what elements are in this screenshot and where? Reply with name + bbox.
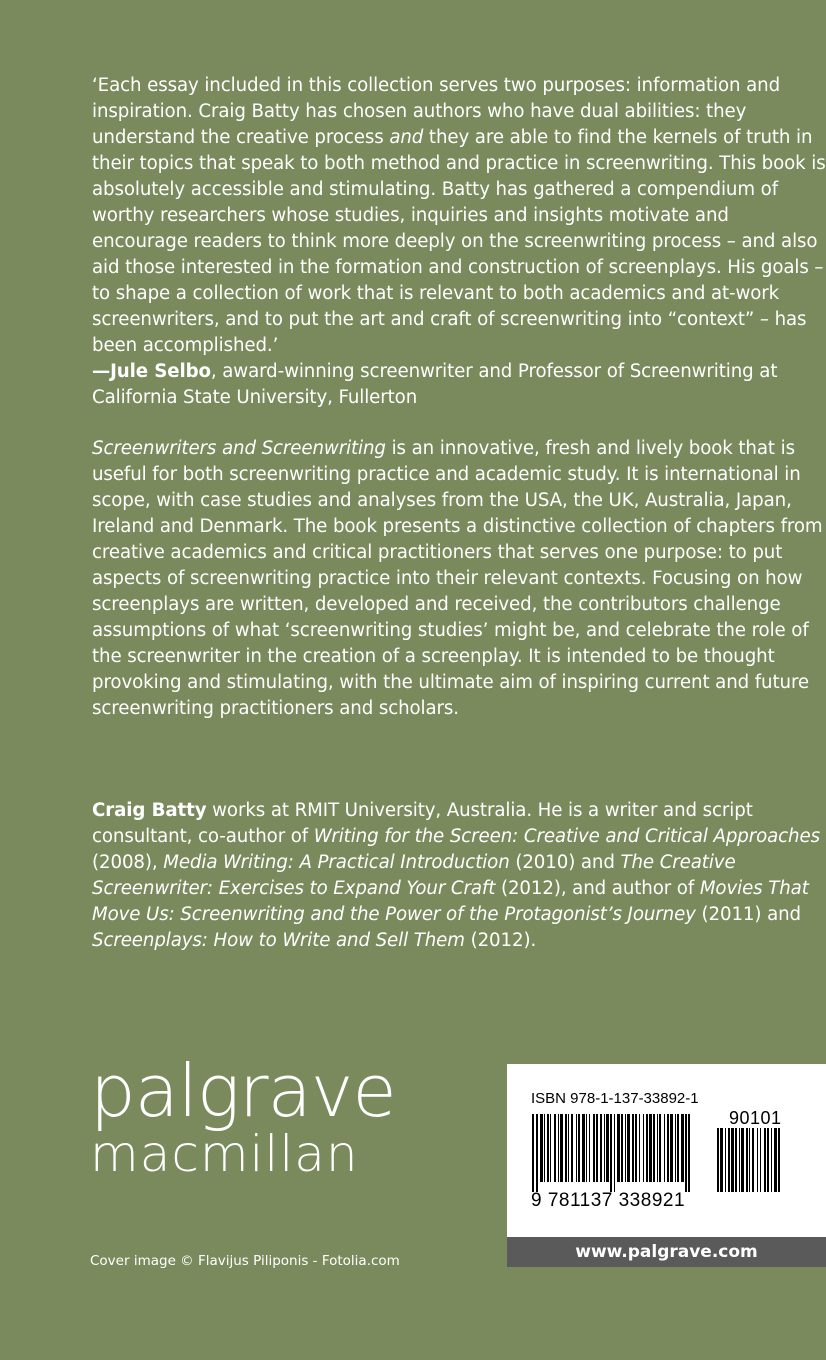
barcode-bar: [632, 1114, 634, 1182]
addon-barcode: [717, 1128, 805, 1192]
barcode-bar: [681, 1114, 684, 1182]
ean-digits: 9 781137 338921: [531, 1190, 686, 1211]
barcode-bar: [739, 1128, 740, 1192]
bio-book-title: The Creative Screenwriter: Exercises to Expand Your Craft: [92, 852, 736, 899]
barcode-bar: [540, 1114, 543, 1182]
barcode-bar: [657, 1114, 658, 1182]
book-description: [92, 436, 826, 722]
addon-digits: 90101: [729, 1108, 782, 1128]
barcode-bar: [649, 1114, 652, 1182]
barcode-bar: [536, 1114, 538, 1192]
barcode-bar: [778, 1128, 780, 1192]
publisher-url: www.palgrave.com: [507, 1237, 826, 1267]
barcode-bar: [596, 1114, 598, 1182]
barcode-bar: [610, 1114, 612, 1192]
barcode-bar: [554, 1114, 556, 1182]
barcode-bar: [664, 1114, 665, 1182]
barcode-bar: [774, 1128, 777, 1192]
barcode-bar: [735, 1128, 737, 1192]
barcode-bar: [582, 1114, 585, 1182]
barcode-bar: [578, 1114, 580, 1182]
barcode-bar: [764, 1128, 766, 1192]
barcode-bar: [606, 1114, 609, 1182]
isbn-text: ISBN 978-1-137-33892-1: [531, 1090, 699, 1107]
barcode-bar: [560, 1114, 563, 1182]
publisher-logo: [90, 1049, 396, 1183]
barcode-bar: [752, 1128, 754, 1192]
barcode-bar: [593, 1114, 595, 1182]
quote-text-1: ‘Each essay included in this collection serves two purposes: information and inspiration. Craig Batty has chosen authors who have dual abilities: they understand the creative process: [92, 75, 781, 148]
barcode-bar: [621, 1114, 623, 1182]
barcode-bar: [617, 1114, 620, 1182]
bio-book-title: Screenplays: How to Write and Sell Them: [92, 930, 465, 951]
barcode-bar: [604, 1114, 605, 1182]
barcode-bar: [568, 1114, 569, 1182]
barcode-bar: [639, 1114, 640, 1182]
barcode-bar: [550, 1114, 551, 1182]
cover-image-credit: Cover image © Flavijus Piliponis - Fotolia.com: [90, 1253, 400, 1269]
barcode-bar: [746, 1128, 748, 1192]
ean-barcode: [532, 1114, 712, 1192]
logo-line-macmillan: macmillan: [90, 1125, 359, 1183]
barcode-bar: [659, 1114, 661, 1182]
barcode-bar: [643, 1114, 644, 1182]
barcode-bar: [600, 1114, 602, 1182]
bio-text: (2012).: [464, 930, 537, 951]
barcode-bar: [635, 1114, 637, 1182]
quote-text-2: they are able to find the kernels of truth in their topics that speak to both method and practice in screenwriting. This book is absolutely accessible and stimulating. Batty has gathered a compendium of worthy researchers whose studies, inquiries and insights motivate and encourage readers to think more deeply on the screenwriting process – and also aid those interested in the formation and construction of screenplays. His goals – to shape a collection of work that is relevant to both academics and at-work screenwriters, and to put the art and craft of screenwriting into “context” – has been accomplished.’: [92, 127, 826, 356]
barcode-bar: [675, 1114, 676, 1182]
barcode-bar: [544, 1114, 545, 1182]
barcode-bar: [667, 1114, 669, 1182]
barcode-bar: [653, 1114, 655, 1182]
barcode-bar: [670, 1114, 673, 1182]
barcode-bar: [532, 1114, 534, 1192]
bio-text: (2012), and author of: [495, 878, 700, 899]
quote-emphasis: and: [389, 127, 424, 148]
bio-book-title: Media Writing: A Practical Introduction: [163, 852, 510, 873]
barcode-bar: [757, 1128, 758, 1192]
author-name: Craig Batty: [92, 800, 207, 821]
description-body: is an innovative, fresh and lively book that is useful for both screenwriting practice and academic study. It is international in scope, with case studies and analyses from the USA, the UK, Australia, Japan, Ireland and Denmark. The book presents a distinctive collection of chapters from creative academics and critical practitioners that serves one purpose: to put aspects of screenwriting practice into their relevant contexts. Focusing on how screenplays are written, developed and received, the contributors challenge assumptions of what ‘screenwriting studies’ might be, and celebrate the role of the screenwriter in the creation of a screenplay. It is intended to be thought provoking and stimulating, with the ultimate aim of inspiring current and future screenwriting practitioners and scholars.: [92, 438, 823, 719]
barcode-bar: [749, 1128, 750, 1192]
barcode-bar: [571, 1114, 573, 1182]
barcode-bar: [728, 1128, 730, 1192]
barcode-bar: [576, 1114, 577, 1182]
barcode-bar: [558, 1114, 559, 1182]
barcode-bar: [614, 1114, 615, 1192]
bio-book-title: Writing for the Screen: Creative and Critical Approaches: [313, 826, 820, 847]
bio-text: (2010) and: [509, 852, 621, 873]
book-title: Screenwriters and Screenwriting: [92, 438, 386, 459]
barcode-bar: [589, 1114, 590, 1182]
attribution-name: —Jule Selbo: [92, 361, 211, 382]
barcode-bar: [767, 1128, 769, 1192]
barcode-bar: [625, 1114, 626, 1182]
barcode-bar: [547, 1114, 549, 1182]
attribution-details: , award-winning screenwriter and Professor of Screenwriting at California State University, Fullerton: [92, 361, 778, 408]
logo-line-palgrave: palgrave: [90, 1049, 396, 1133]
bio-book-title: Movies That Move Us: Screenwriting and the Power of the Protagonist’s Journey: [92, 878, 809, 925]
barcode-bar: [586, 1114, 587, 1182]
quote-attribution: [92, 359, 826, 411]
barcode-bar: [720, 1128, 723, 1192]
bio-text: works at RMIT University, Australia. He is a writer and script consultant, co-author of: [92, 800, 753, 847]
barcode-bar: [741, 1128, 744, 1192]
barcode-box: [507, 1064, 826, 1237]
bio-text: (2011) and: [695, 904, 802, 925]
barcode-bar: [717, 1128, 719, 1192]
barcode-bar: [627, 1114, 630, 1182]
barcode-bar: [760, 1128, 761, 1192]
barcode-bar: [771, 1128, 772, 1192]
endorsement-quote: [92, 73, 826, 411]
barcode-bar: [725, 1128, 726, 1192]
barcode-bar: [685, 1114, 687, 1192]
barcode-bar: [688, 1114, 690, 1192]
author-bio: [92, 798, 826, 954]
barcode-bar: [677, 1114, 679, 1182]
barcode-bar: [565, 1114, 567, 1182]
barcode-bar: [731, 1128, 734, 1192]
barcode-bar: [646, 1114, 648, 1182]
bio-text: (2008),: [92, 852, 164, 873]
